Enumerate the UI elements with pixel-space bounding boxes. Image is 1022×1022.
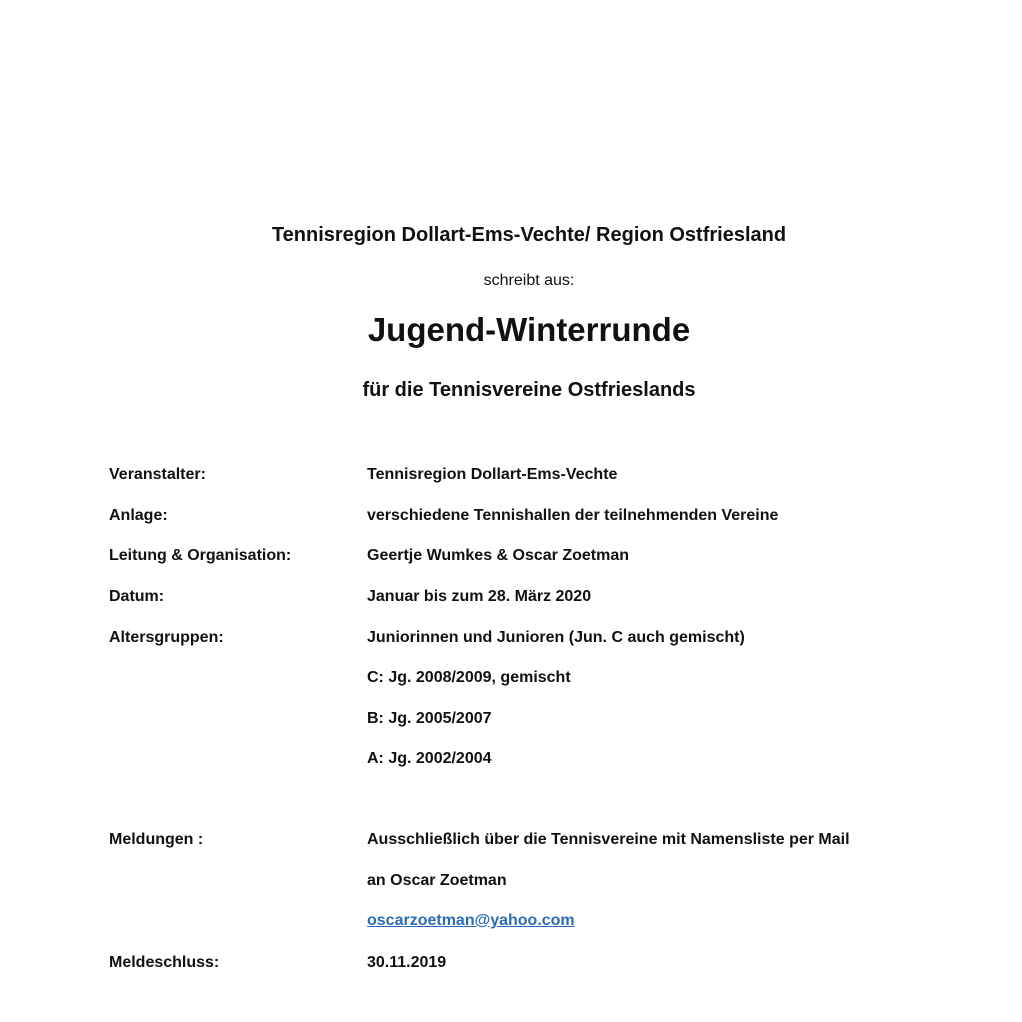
meldeschluss-label: Meldeschluss:: [109, 954, 220, 971]
veranstalter-value: Tennisregion Dollart-Ems-Vechte: [367, 466, 618, 483]
veranstalter-label: Veranstalter:: [109, 466, 206, 483]
detail-row-leitung: [0, 547, 1022, 571]
detail-row-altersgruppe-c: [0, 669, 1022, 693]
meldungen-label: Meldungen :: [109, 831, 204, 848]
detail-row-veranstalter: [0, 466, 1022, 490]
detail-row-anlage: [0, 507, 1022, 531]
detail-row-altersgruppen: [0, 629, 1022, 653]
anlage-value: verschiedene Tennishallen der teilnehmenden Vereine: [367, 507, 779, 524]
anlage-label: Anlage:: [109, 507, 168, 524]
detail-row-altersgruppe-b: [0, 710, 1022, 734]
detail-row-datum: [0, 588, 1022, 612]
altersgruppen-value-1: Juniorinnen und Junioren (Jun. C auch gemischt): [367, 629, 745, 646]
meldungen-value-1: Ausschließlich über die Tennisvereine mit Namensliste per Mail: [367, 831, 850, 848]
detail-row-meldungen: [0, 831, 1022, 855]
detail-row-meldungen-2: [0, 872, 1022, 896]
leitung-value: Geertje Wumkes & Oscar Zoetman: [367, 547, 630, 564]
audience-line: für die Tennisvereine Ostfrieslands: [362, 379, 696, 401]
organization-heading: Tennisregion Dollart-Ems-Vechte/ Region Ostfriesland: [271, 224, 787, 246]
altersgruppen-value-4: A: Jg. 2002/2004: [367, 750, 492, 767]
datum-value: Januar bis zum 28. März 2020: [367, 588, 592, 605]
email-link[interactable]: oscarzoetman@yahoo.com: [367, 912, 575, 929]
altersgruppen-label: Altersgruppen:: [109, 629, 224, 646]
altersgruppen-value-2: C: Jg. 2008/2009, gemischt: [367, 669, 571, 686]
datum-label: Datum:: [109, 588, 165, 605]
detail-row-meldeschluss: [0, 954, 1022, 978]
detail-row-email: [0, 912, 1022, 936]
altersgruppen-value-3: B: Jg. 2005/2007: [367, 710, 492, 727]
detail-row-altersgruppe-a: [0, 750, 1022, 774]
subtitle: schreibt aus:: [483, 272, 575, 289]
leitung-label: Leitung & Organisation:: [109, 547, 292, 564]
meldungen-value-2: an Oscar Zoetman: [367, 872, 507, 889]
page-title: Jugend-Winterrunde: [367, 311, 691, 348]
meldeschluss-value: 30.11.2019: [367, 954, 447, 971]
